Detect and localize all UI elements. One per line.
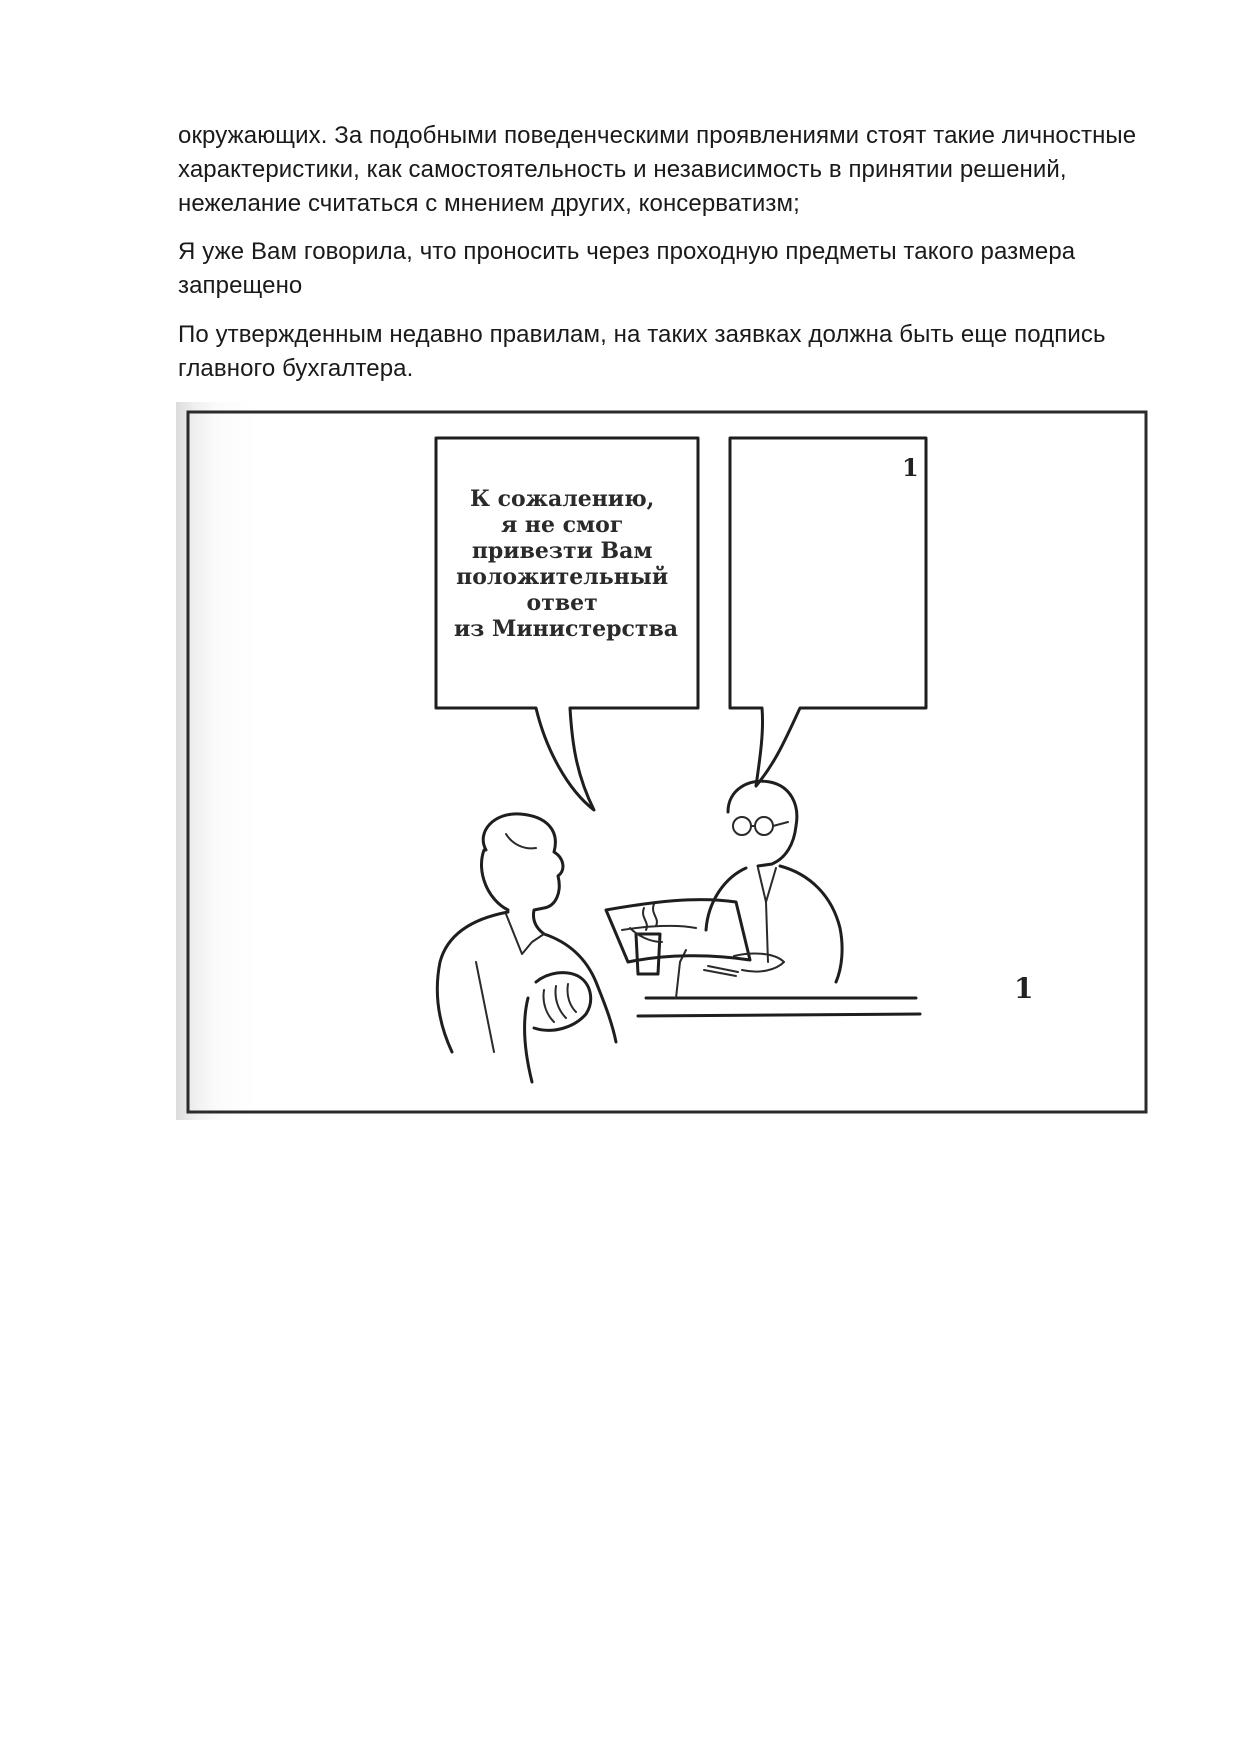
bubble-line-5: ответ [526, 590, 598, 616]
bubble-line-4: положительный [456, 564, 669, 590]
panel-number: 1 [1014, 972, 1034, 1005]
cartoon-svg [176, 402, 1152, 1120]
bubble-line-6: из Министерства [453, 616, 679, 642]
bubble-line-1: К сожалению, [469, 486, 655, 512]
panel-frame [188, 412, 1146, 1112]
cartoon-illustration [176, 402, 1152, 1120]
paragraph-behavior-traits: окружающих. За подобными поведенческими проявлениями стоят такие личностные характеристики, как самостоятельность и независимость в принятии решений, нежелание считаться с мнением других, консерватизм; [178, 122, 1137, 217]
paragraph-example-checkpoint: Я уже Вам говорила, что проносить через проходную предметы такого размера запрещено [178, 238, 1076, 299]
paragraph-example-accountant: По утвержденным недавно правилам, на таких заявках должна быть еще подпись главного бухгалтера. [178, 321, 1106, 382]
right-speech-bubble [730, 438, 926, 786]
bubble-line-3: привезти Вам [471, 538, 653, 564]
bubble-line-2: я не смог [500, 512, 624, 538]
left-bubble-text [454, 486, 678, 642]
desk-drawing [638, 950, 920, 1016]
official-figure [606, 781, 842, 982]
visitor-figure [437, 814, 616, 1082]
right-bubble-number: 1 [902, 453, 919, 482]
